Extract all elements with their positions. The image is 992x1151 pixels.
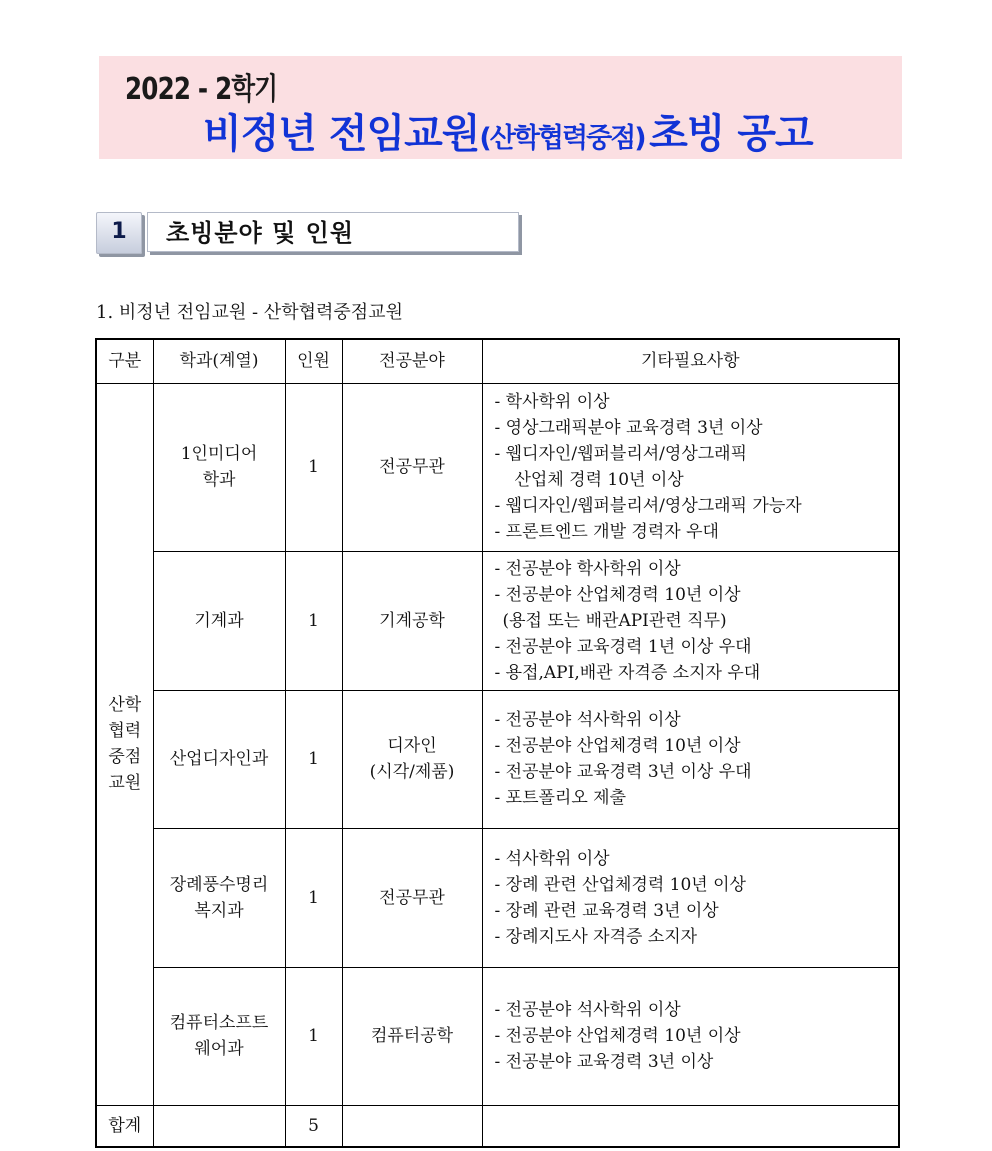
department-line: 산업디자인과 xyxy=(169,749,269,769)
category-line: 산학 xyxy=(108,695,142,715)
department-line: 복지과 xyxy=(194,900,244,921)
major-line: 전공무관 xyxy=(379,457,445,477)
table-row xyxy=(96,690,899,828)
count-cell: 1 xyxy=(285,690,342,828)
requirements-cell xyxy=(482,828,899,967)
recruitment-table xyxy=(95,338,900,1148)
major-cell xyxy=(342,690,482,828)
requirement-line: - 전공분야 교육경력 3년 이상 xyxy=(494,1052,714,1072)
table-row xyxy=(96,828,899,967)
requirement-line: - 전공분야 교육경력 3년 이상 우대 xyxy=(494,762,752,782)
section-number-badge: 1 xyxy=(96,212,142,254)
title-banner xyxy=(99,56,902,159)
major-line: (시각/제품) xyxy=(369,762,455,782)
department-cell xyxy=(153,551,285,690)
requirement-line: - 용접,API,배관 자격증 소지자 우대 xyxy=(494,662,761,683)
department-line: 컴퓨터소프트 xyxy=(169,1013,269,1033)
department-cell xyxy=(153,828,285,967)
title-end: 초빙 공고 xyxy=(649,111,813,157)
header-major: 전공분야 xyxy=(342,339,482,383)
major-cell xyxy=(342,551,482,690)
requirements-cell xyxy=(482,551,899,690)
total-row xyxy=(96,1105,899,1147)
major-line: 디자인 xyxy=(387,736,437,756)
page-title xyxy=(203,102,813,159)
category-cell xyxy=(96,383,153,1105)
major-line: 컴퓨터공학 xyxy=(370,1026,454,1046)
requirement-line: - 영상그래픽분야 교육경력 3년 이상 xyxy=(494,418,763,438)
table-row xyxy=(96,551,899,690)
table-header-row xyxy=(96,339,899,383)
section-title: 초빙분야 및 인원 xyxy=(147,212,519,252)
requirement-line: - 전공분야 학사학위 이상 xyxy=(494,558,681,579)
major-cell xyxy=(342,967,482,1105)
requirement-line: - 전공분야 석사학위 이상 xyxy=(494,710,681,730)
count-cell: 1 xyxy=(285,828,342,967)
major-line: 기계공학 xyxy=(379,610,445,631)
requirement-line: - 장례 관련 교육경력 3년 이상 xyxy=(494,900,719,921)
header-requirements: 기타필요사항 xyxy=(482,339,899,383)
department-line: 웨어과 xyxy=(194,1039,244,1059)
requirement-line: - 장례 관련 산업체경력 10년 이상 xyxy=(494,874,746,895)
requirement-line: - 전공분야 산업체경력 10년 이상 xyxy=(494,1026,741,1046)
department-cell xyxy=(153,383,285,551)
requirements-cell xyxy=(482,967,899,1105)
count-cell: 1 xyxy=(285,551,342,690)
table-row xyxy=(96,383,899,551)
count-cell: 1 xyxy=(285,967,342,1105)
requirement-line: - 프론트엔드 개발 경력자 우대 xyxy=(494,522,719,542)
department-line: 학과 xyxy=(202,470,236,490)
major-cell xyxy=(342,383,482,551)
total-department-cell xyxy=(153,1105,285,1147)
requirement-line: 산업체 경력 10년 이상 xyxy=(514,470,684,490)
requirement-line: - 석사학위 이상 xyxy=(494,848,610,869)
requirements-cell xyxy=(482,690,899,828)
requirement-line: - 전공분야 산업체경력 10년 이상 xyxy=(494,736,741,756)
requirement-line: - 전공분야 교육경력 1년 이상 우대 xyxy=(494,636,752,657)
requirement-line: - 포트폴리오 제출 xyxy=(494,788,627,808)
table-row xyxy=(96,967,899,1105)
requirement-line: - 장례지도사 자격증 소지자 xyxy=(494,926,698,947)
requirements-cell xyxy=(482,383,899,551)
category-line: 교원 xyxy=(108,773,142,793)
total-count: 5 xyxy=(285,1105,342,1147)
header-count: 인원 xyxy=(285,339,342,383)
department-line: 1인미디어 xyxy=(180,444,258,464)
total-requirements-cell xyxy=(482,1105,899,1147)
count-cell: 1 xyxy=(285,383,342,551)
department-line: 장례풍수명리 xyxy=(169,874,269,895)
requirement-line: - 웹디자인/웹퍼블리셔/영상그래픽 xyxy=(494,444,748,464)
requirement-line: - 전공분야 산업체경력 10년 이상 xyxy=(494,584,741,605)
header-category: 구분 xyxy=(96,339,153,383)
requirement-line: - 전공분야 석사학위 이상 xyxy=(494,1000,681,1020)
department-line: 기계과 xyxy=(194,610,244,631)
table-caption: 1. 비정년 전임교원 - 산학협력중점교원 xyxy=(96,302,403,323)
category-line: 중점 xyxy=(108,747,142,767)
requirement-line: (용접 또는 배관API관련 직무) xyxy=(502,610,727,631)
header-department: 학과(계열) xyxy=(153,339,285,383)
total-major-cell xyxy=(342,1105,482,1147)
title-main: 비정년 전임교원 xyxy=(203,111,480,157)
title-paren: (산학협력중점) xyxy=(479,123,645,154)
department-cell xyxy=(153,690,285,828)
major-cell xyxy=(342,828,482,967)
semester-subtitle: 2022 - 2학기 xyxy=(125,72,278,107)
requirement-line: - 웹디자인/웹퍼블리셔/영상그래픽 가능자 xyxy=(494,496,802,516)
category-line: 협력 xyxy=(108,721,142,741)
total-label: 합계 xyxy=(96,1105,153,1147)
department-cell xyxy=(153,967,285,1105)
major-line: 전공무관 xyxy=(379,887,445,908)
requirement-line: - 학사학위 이상 xyxy=(494,392,610,412)
